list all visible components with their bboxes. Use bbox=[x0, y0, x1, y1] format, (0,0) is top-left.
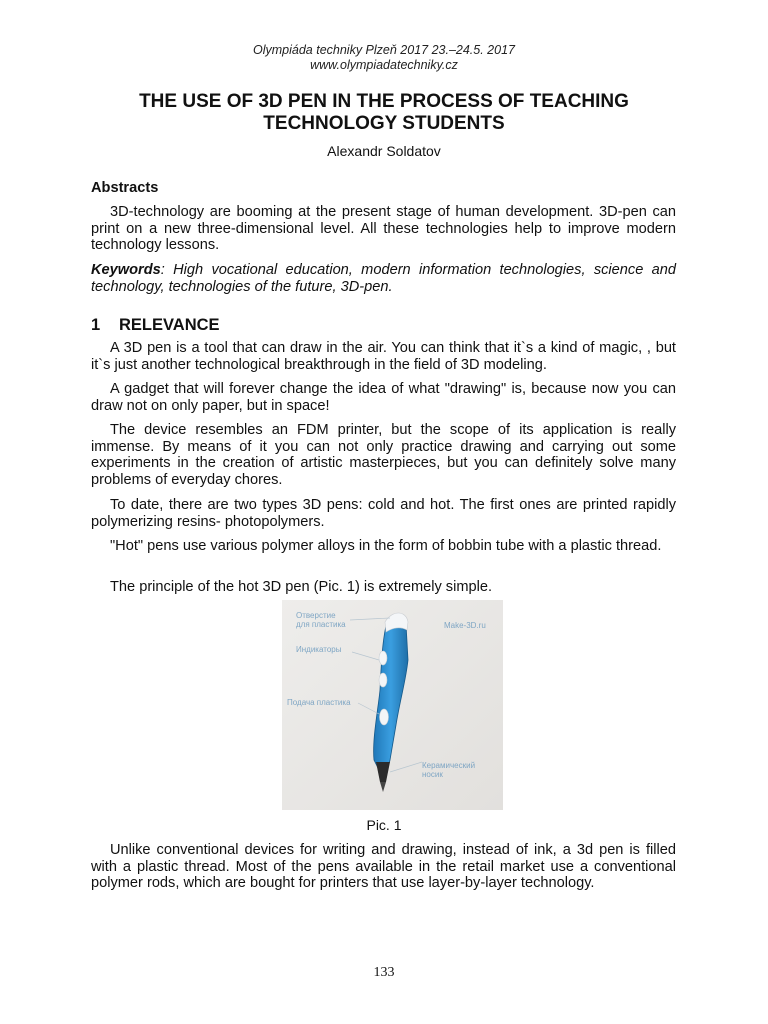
keywords-label: Keywords bbox=[91, 262, 161, 278]
body-paragraph-after-figure: Unlike conventional devices for writing and drawing, instead of ink, a 3d pen is filled with a plastic thread. Most of the pens available in the retail market use a conventional polymer rods, which are bought for printers that use layer-by-layer technology. bbox=[91, 842, 676, 891]
feed-button-lower bbox=[380, 709, 389, 725]
section-heading bbox=[91, 316, 220, 335]
abstract-text: 3D-technology are booming at the present stage of human development. 3D-pen can print on a new three-dimensional level. All these technologies help to improve modern technology lessons. bbox=[91, 204, 676, 253]
conference-header-line: Olympiáda techniky Plzeň 2017 23.–24.5. 2017 bbox=[253, 43, 515, 57]
feed-button bbox=[379, 673, 387, 687]
body-paragraph: A 3D pen is a tool that can draw in the air. You can think that it`s a kind of magic, , but it`s just another technological breakthrough in the field of 3D modeling. bbox=[91, 340, 676, 373]
body-paragraph: The device resembles an FDM printer, but the scope of its application is really immense. By means of it you can not only practice drawing and carrying out some experiments in the creation of artistic masterpieces, but you can definitely solve many problems of everyday chores. bbox=[91, 422, 676, 488]
section-number: 1 bbox=[91, 316, 101, 334]
label-hole-line1: Отверстие bbox=[296, 611, 336, 620]
label-hole-line2: для пластика bbox=[296, 620, 346, 629]
section-title: RELEVANCE bbox=[119, 316, 220, 334]
body-paragraph: The principle of the hot 3D pen (Pic. 1) is extremely simple. bbox=[110, 579, 493, 595]
body-paragraph: To date, there are two types 3D pens: cold and hot. The first ones are printed rapidly polymerizing resins- photopolymers. bbox=[91, 497, 676, 530]
indicator-button bbox=[379, 651, 387, 665]
keywords-paragraph bbox=[91, 262, 676, 295]
body-paragraph: A gadget that will forever change the idea of what "drawing" is, because now you can draw not on only paper, but in space! bbox=[91, 381, 676, 414]
paper-title-line-1: THE USE OF 3D PEN IN THE PROCESS OF TEACHING bbox=[139, 91, 629, 112]
body-paragraph: "Hot" pens use various polymer alloys in the form of bobbin tube with a plastic thread. bbox=[110, 538, 662, 554]
paper-title bbox=[60, 91, 708, 135]
conference-website: www.olympiadatechniky.cz bbox=[310, 58, 458, 72]
label-nozzle-line2: носик bbox=[422, 770, 443, 779]
label-feed: Подача пластика bbox=[287, 698, 351, 707]
label-indicators: Индикаторы bbox=[296, 645, 342, 654]
paper-title-line-2: TECHNOLOGY STUDENTS bbox=[263, 113, 505, 134]
3d-pen-photo bbox=[282, 600, 503, 810]
pen-photo-figure bbox=[282, 600, 503, 810]
keywords-text: : High vocational education, modern information technologies, science and technology, technologies of the future, 3D-pen. bbox=[91, 262, 676, 295]
figure-caption: Pic. 1 bbox=[366, 817, 402, 833]
brand-watermark: Make-3D.ru bbox=[444, 621, 486, 630]
author-name: Alexandr Soldatov bbox=[327, 143, 441, 159]
label-nozzle-line1: Керамический bbox=[422, 761, 476, 770]
abstract-heading: Abstracts bbox=[91, 180, 159, 196]
page-number: 133 bbox=[373, 965, 395, 980]
